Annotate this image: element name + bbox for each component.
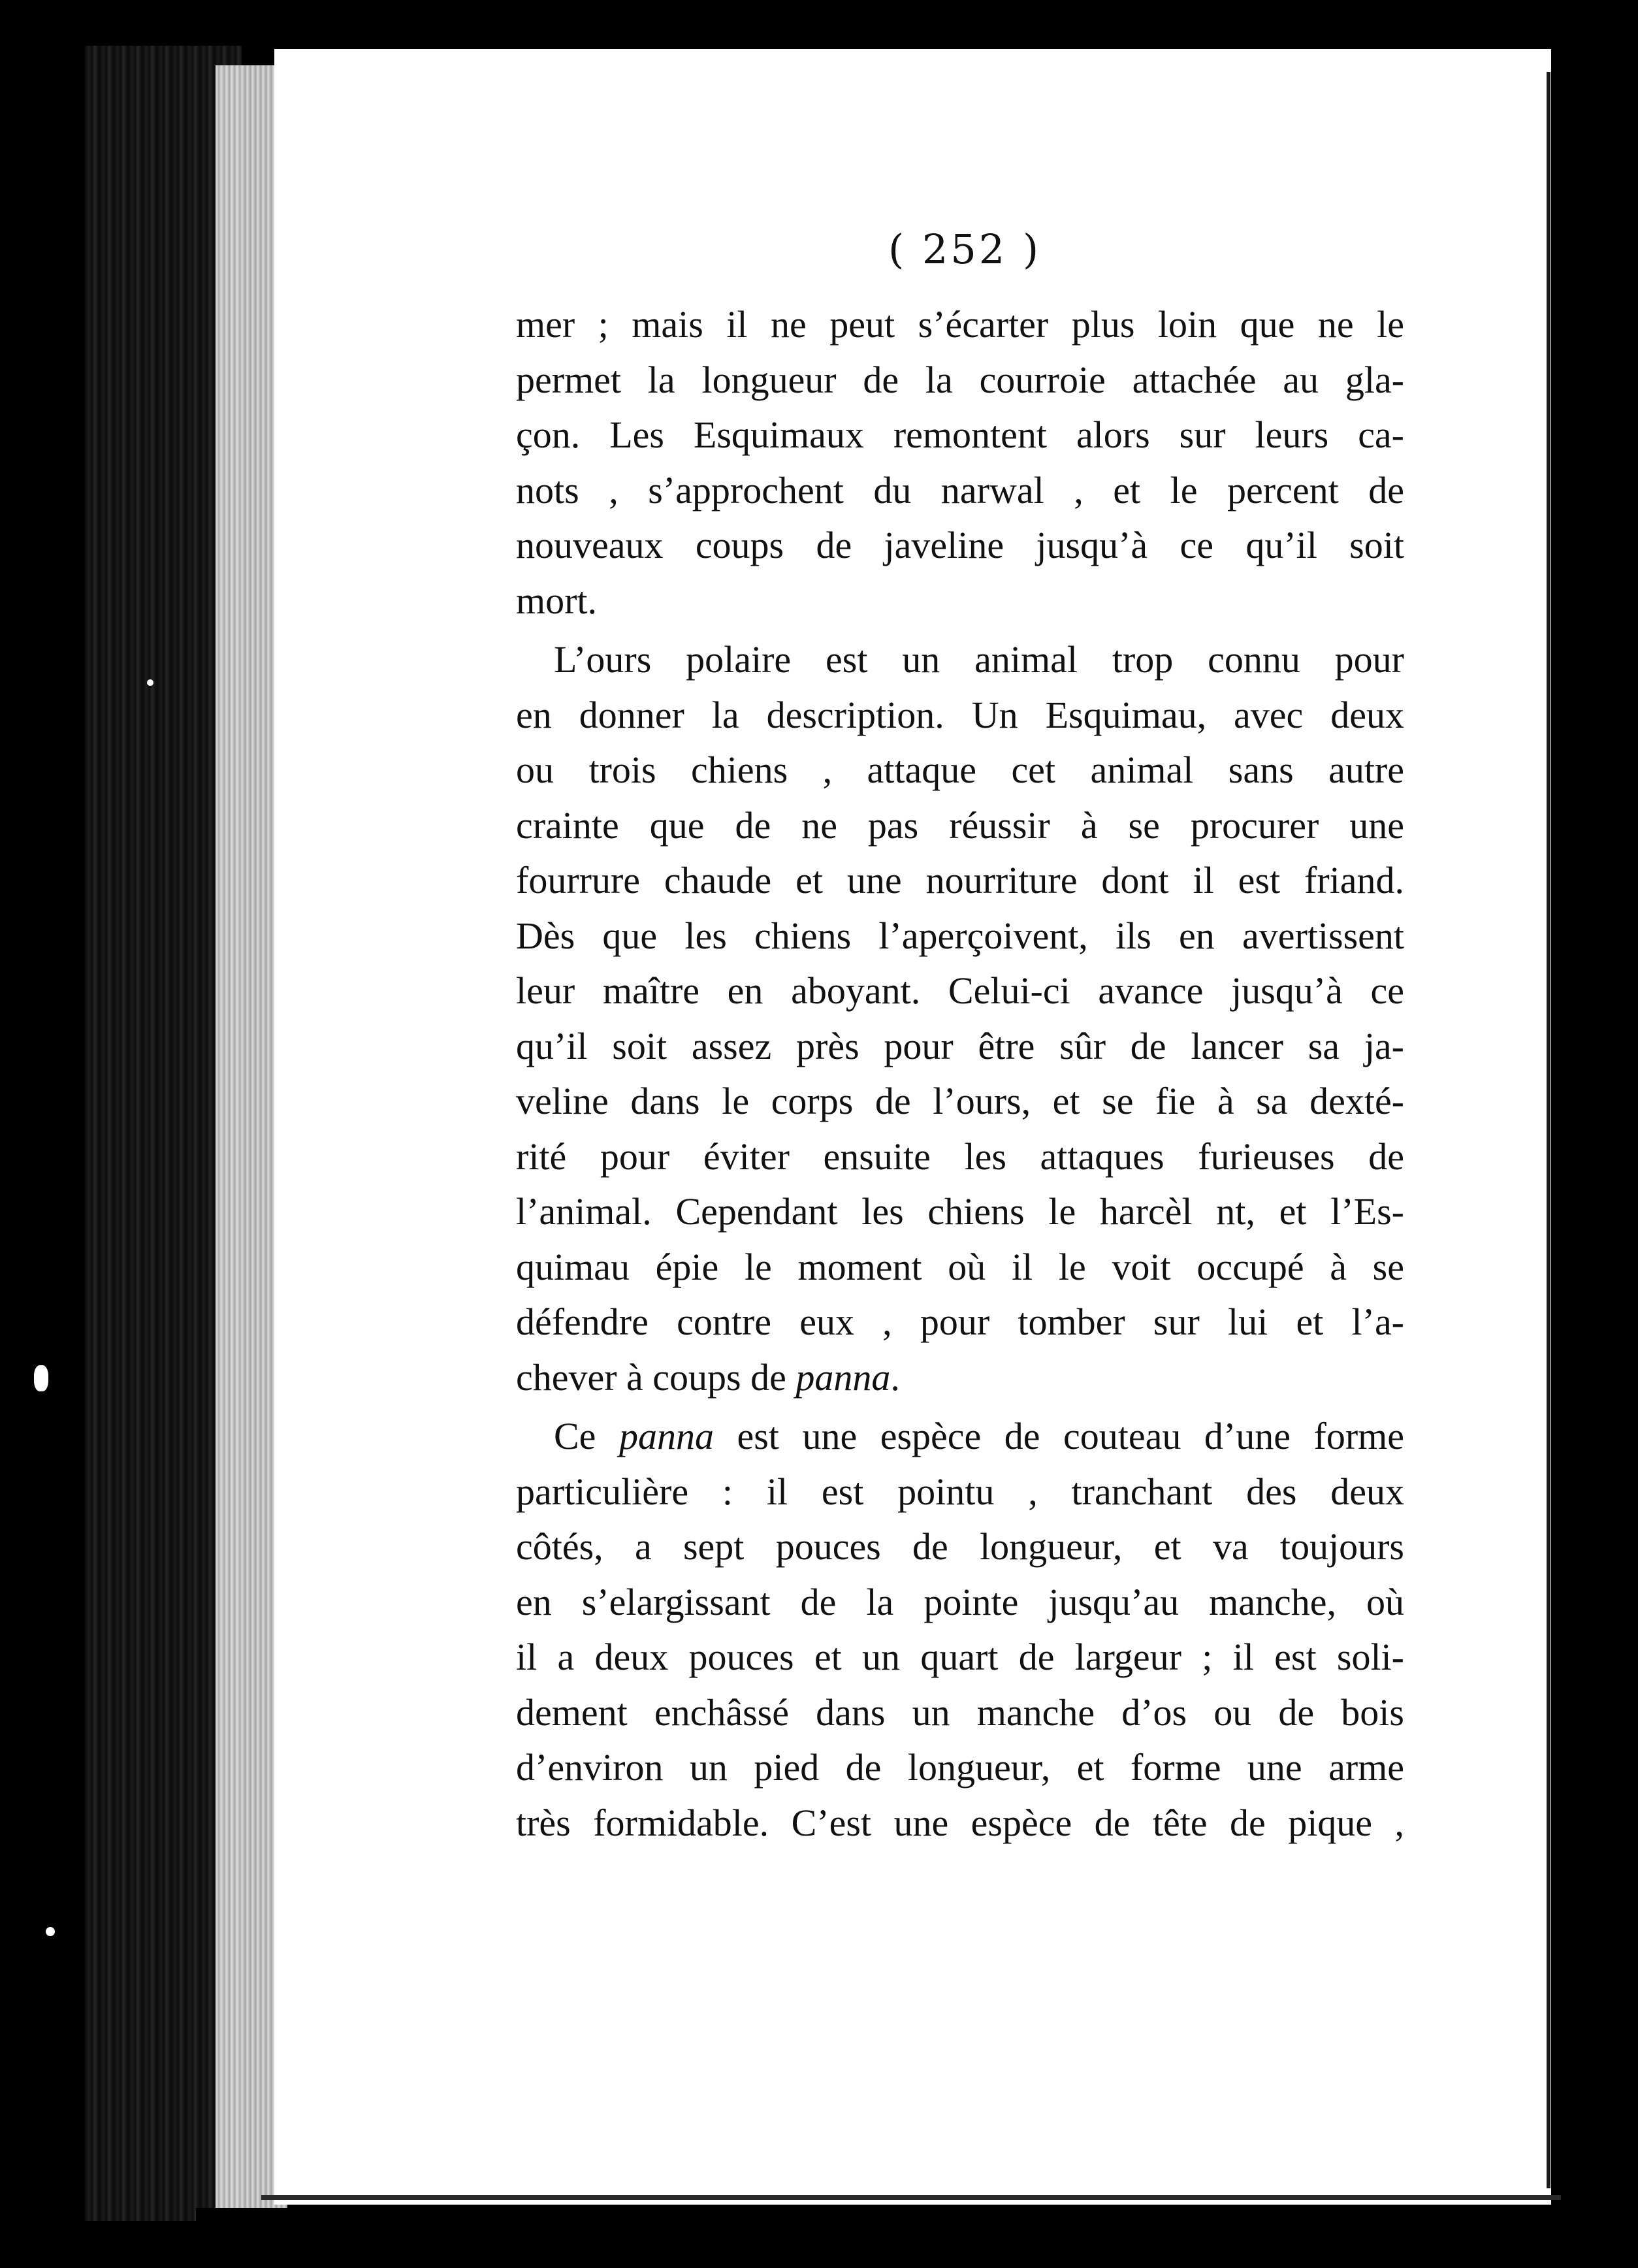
text-line: fourrure chaude et une nourriture dont il est friand.	[516, 859, 1404, 901]
text-line: particulière : il est pointu , tranchant des deux	[516, 1470, 1404, 1513]
text-line: défendre contre eux , pour tomber sur lui et l’a-	[516, 1301, 1404, 1343]
text-line: ou trois chiens , attaque cet animal sans autre	[516, 749, 1404, 791]
text-line: quimau épie le moment où il le voit occupé à se	[516, 1245, 1404, 1288]
text-run: chever à coups de	[516, 1355, 796, 1399]
scan-border-right	[1551, 39, 1638, 2260]
text-line: nots , s’approchent du narwal , et le percent de	[516, 468, 1404, 511]
scan-speck	[34, 1365, 48, 1391]
text-line: qu’il soit assez près pour être sûr de lancer sa ja-	[516, 1024, 1404, 1067]
text-line: leur maître en aboyant. Celui-ci avance jusqu’à ce	[516, 969, 1404, 1012]
text-line: en s’elargissant de la pointe jusqu’au manche, où	[516, 1580, 1404, 1623]
text-line: nouveaux coups de javeline jusqu’à ce qu’il soit	[516, 524, 1404, 566]
text-line: côtés, a sept pouces de longueur, et va toujours	[516, 1525, 1404, 1568]
text-run: Ce	[554, 1415, 619, 1457]
italic-term: panna	[618, 1415, 714, 1457]
italic-term: panna	[795, 1355, 891, 1399]
scan-border-bottom	[196, 2208, 1638, 2268]
text-line: çon. Les Esquimaux remontent alors sur leurs ca-	[516, 413, 1404, 456]
text-line	[516, 1350, 1404, 1406]
text-line: il a deux pouces et un quart de largeur ; il est soli-	[516, 1636, 1404, 1678]
scan-speck	[46, 1927, 55, 1936]
text-line: L’ours polaire est un animal trop connu pour	[554, 638, 1404, 681]
text-line: crainte que de ne pas réussir à se procurer une	[516, 803, 1404, 847]
text-line: mort.	[516, 579, 598, 622]
text-line	[516, 1409, 1404, 1465]
text-line: dement enchâssé dans un manche d’os ou de bois	[516, 1691, 1404, 1734]
text-line: rité pour éviter ensuite les attaques furieuses de	[516, 1135, 1404, 1178]
text-line: l’animal. Cependant les chiens le harcèl nt, et l’Es-	[516, 1190, 1404, 1233]
gutter-line	[1547, 72, 1550, 2188]
text-line: très formidable. C’est une espèce de tête de pique ,	[516, 1801, 1404, 1844]
scan-speck	[147, 679, 153, 686]
text-line: permet la longueur de la courroie attachée au gla-	[516, 358, 1404, 401]
text-line: en donner la description. Un Esquimau, avec deux	[516, 693, 1404, 736]
text-line: mer ; mais il ne peut s’écarter plus loin que ne le	[516, 303, 1404, 346]
page-bottom-edge	[261, 2195, 1561, 2200]
text-run: est une espèce de couteau d’une forme	[713, 1415, 1404, 1457]
body-text	[516, 297, 1404, 1851]
page-number: ( 252 )	[888, 225, 1042, 273]
text-line: veline dans le corps de l’ours, et se fie à sa dexté-	[516, 1080, 1404, 1122]
text-line: Dès que les chiens l’aperçoivent, ils en avertissent	[516, 914, 1404, 957]
text-line: d’environ un pied de longueur, et forme une arme	[516, 1746, 1404, 1789]
text-run: .	[890, 1355, 900, 1399]
